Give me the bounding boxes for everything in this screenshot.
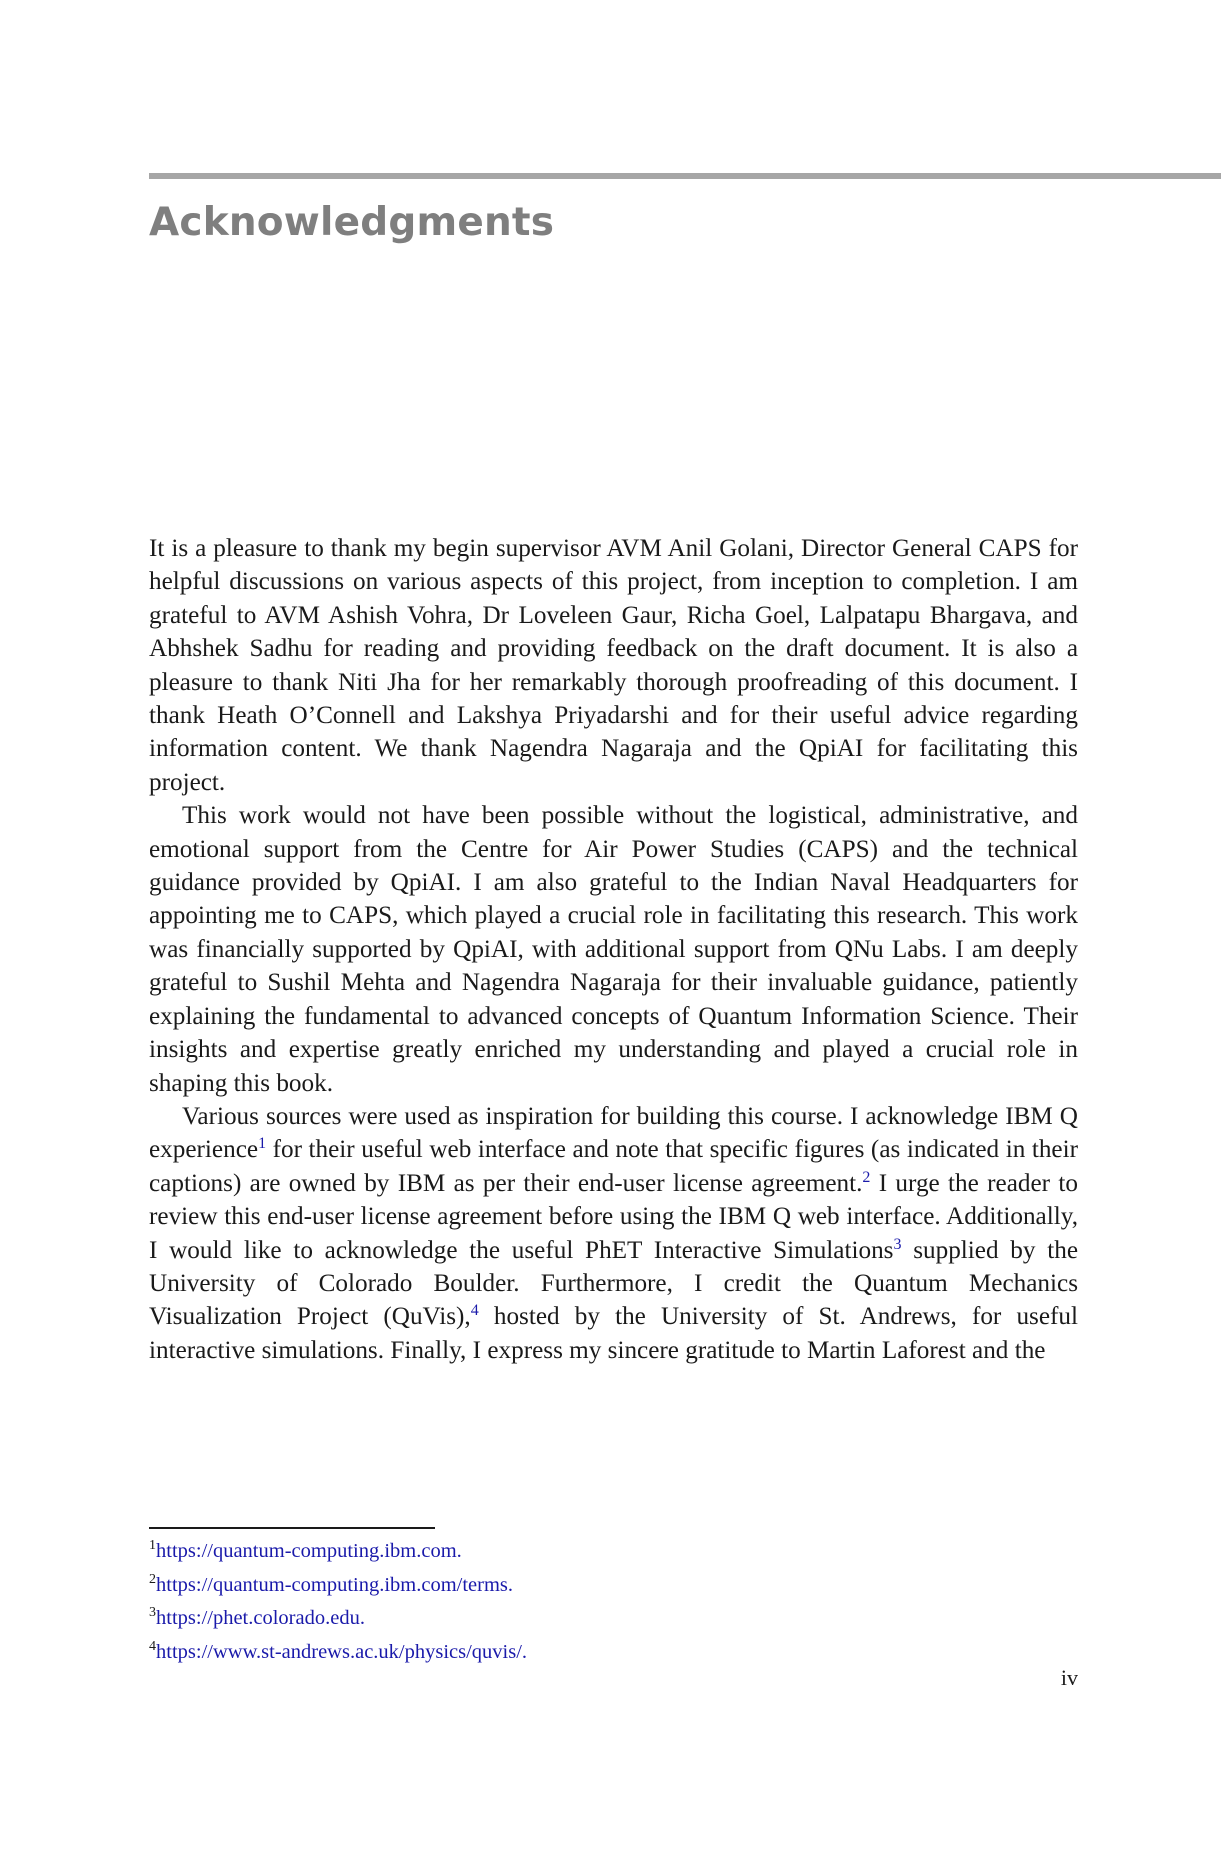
footnote-ref-1[interactable]: 1 <box>258 1135 267 1153</box>
footnote-ref-2[interactable]: 2 <box>862 1168 871 1186</box>
footnote-3 <box>149 1602 1049 1636</box>
footnote-link[interactable]: https://www.st-andrews.ac.uk/physics/quvis/. <box>156 1640 528 1663</box>
footnote-ref-3[interactable]: 3 <box>893 1235 902 1253</box>
footnote-divider <box>149 1527 435 1529</box>
footnote-number: 2 <box>149 1571 156 1587</box>
acknowledgments-body <box>149 532 1078 1367</box>
footnote-link[interactable]: https://phet.colorado.edu. <box>156 1607 365 1629</box>
paragraph-1: It is a pleasure to thank my begin supervisor AVM Anil Golani, Director General CAPS for helpful discussions on various aspects of this project, from inception to completion. I am grateful to AVM Ashish Vohra, Dr Loveleen Gaur, Richa Goel, Lalpatapu Bhargava, and Abhshek Sadhu for reading and providing feedback on the draft document. It is also a pleasure to thank Niti Jha for her remarkably thorough proofreading of this document. I thank Heath O’Connell and Lakshya Priyadarshi and for their useful advice regarding information content. We thank Nagendra Nagaraja and the QpiAI for facilitating this project. <box>149 535 1078 796</box>
paragraph-3-text: hosted by the University of St. Andrews, for useful interactive simulations. Finally, I express my sincere gratitude to Martin Laforest and the <box>149 1303 1079 1364</box>
footnote-number: 3 <box>149 1605 156 1620</box>
paragraph-2: This work would not have been possible without the logistical, administrative, and emotional support from the Centre for Air Power Studies (CAPS) and the technical guidance provided by QpiAI. I am also grateful to the Indian Naval Headquarters for appointing me to CAPS, which played a crucial role in facilitating this research. This work was financially supported by QpiAI, with additional support from QNu Labs. I am deeply grateful to Sushil Mehta and Nagendra Nagaraja for their invaluable guidance, patiently explaining the fundamental to advanced concepts of Quantum Information Science. Their insights and expertise greatly enriched my understanding and played a crucial role in shaping this book. <box>149 802 1078 1097</box>
paragraph-3-text: supplied by the University of Colorado Boulder. Furthermore, I credit the Quantum Mechanics Visualization Project (QuVis), <box>149 1236 1078 1331</box>
footnote-number: 4 <box>149 1638 156 1654</box>
chapter-rule <box>149 173 1221 179</box>
paragraph-3-text: for their useful web interface and note that specific figures (as indicated in their captions) are owned by IBM as per their end-user license agreement. <box>149 1136 1078 1197</box>
footnote-2 <box>149 1569 1049 1603</box>
paragraph-3 <box>149 1100 1078 1367</box>
footnote-link[interactable]: https://quantum-computing.ibm.com. <box>156 1540 462 1562</box>
footnote-4 <box>149 1636 1049 1670</box>
paragraph-3-text: Various sources were used as inspiration for building this course. I acknowledge IBM Q experience <box>149 1102 1078 1164</box>
paragraph-3-text: I urge the reader to review this end-user license agreement before using the IBM Q web interface. Additionally, I would like to acknowledge the useful PhET Interactive Simulations <box>149 1169 1078 1264</box>
chapter-title: Acknowledgments <box>149 200 555 245</box>
footnotes <box>149 1535 1049 1669</box>
footnote-ref-4[interactable]: 4 <box>470 1302 479 1320</box>
footnote-number: 1 <box>149 1538 156 1553</box>
footnote-1 <box>149 1535 1049 1569</box>
page-number: iv <box>1060 1665 1078 1690</box>
footnote-link[interactable]: https://quantum-computing.ibm.com/terms. <box>156 1573 514 1596</box>
